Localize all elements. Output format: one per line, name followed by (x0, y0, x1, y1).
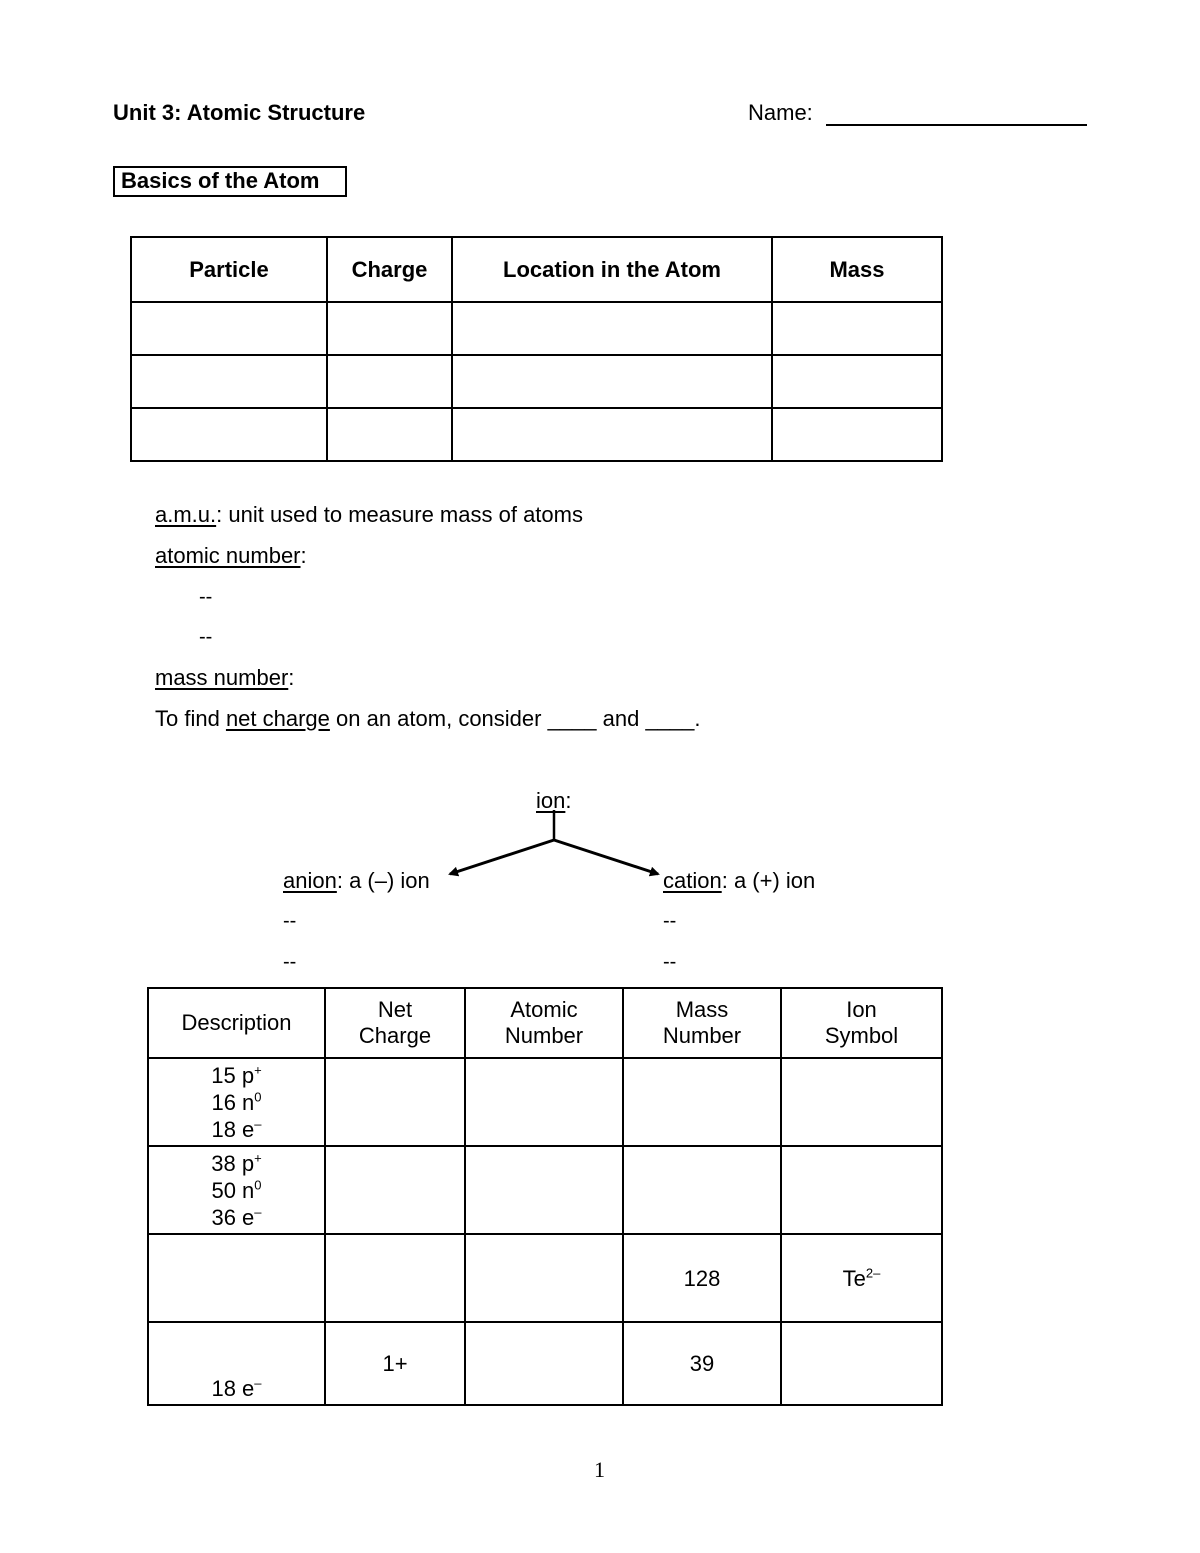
ion-symbol-charge: 2– (865, 1265, 881, 1281)
neutron-count (149, 1089, 324, 1116)
answer-cell[interactable] (325, 1058, 465, 1146)
answer-cell[interactable] (781, 1322, 942, 1405)
answer-cell[interactable] (623, 1058, 781, 1146)
table-row (148, 1058, 942, 1146)
header-ion-symbol: Ion Symbol (781, 988, 942, 1058)
electron-count (149, 1116, 324, 1143)
header-particle: Particle (131, 237, 327, 302)
answer-cell[interactable] (452, 408, 772, 461)
electron-text: 18 e (211, 1116, 255, 1142)
table-row (131, 408, 942, 461)
net-charge-value: 1+ (325, 1322, 465, 1405)
net-charge-prefix: To find (155, 706, 226, 731)
anion-dash-2: -- (283, 951, 297, 973)
atomic-number-dash-2: -- (199, 626, 213, 648)
answer-cell[interactable] (772, 408, 942, 461)
answer-cell[interactable] (465, 1146, 623, 1234)
description-cell (148, 1322, 325, 1405)
answer-cell[interactable] (781, 1146, 942, 1234)
cation-definition: : a (+) ion (721, 868, 816, 893)
table-header-row (131, 237, 942, 302)
description-cell (148, 1146, 325, 1234)
neutron-count (149, 1177, 324, 1204)
answer-cell[interactable] (325, 1234, 465, 1322)
header-atomic-number: Atomic Number (465, 988, 623, 1058)
mass-number-note (155, 665, 294, 691)
amu-term: a.m.u. (155, 502, 217, 527)
neutron-charge: 0 (254, 1089, 262, 1105)
ion-table (147, 987, 943, 1406)
ion-term: ion (536, 788, 566, 813)
proton-count (149, 1062, 324, 1089)
header-location: Location in the Atom (452, 237, 772, 302)
table-row (131, 302, 942, 355)
colon: : (288, 665, 295, 690)
ion-symbol-value (781, 1234, 942, 1322)
electron-text: 18 e (211, 1376, 255, 1401)
table-row (148, 1322, 942, 1405)
answer-cell[interactable] (452, 302, 772, 355)
answer-cell[interactable] (131, 408, 327, 461)
answer-cell[interactable] (452, 355, 772, 408)
answer-cell[interactable] (465, 1058, 623, 1146)
proton-charge: + (254, 1150, 262, 1166)
answer-cell[interactable] (131, 302, 327, 355)
net-charge-term: net charge (225, 706, 330, 731)
amu-note (155, 502, 583, 528)
section-heading: Basics of the Atom (113, 166, 347, 197)
proton-text: 38 p (211, 1150, 255, 1176)
anion-definition: : a (–) ion (336, 868, 430, 893)
answer-cell[interactable] (327, 302, 452, 355)
neutron-text: 50 n (211, 1177, 255, 1203)
mass-number-value: 128 (623, 1234, 781, 1322)
colon: : (565, 788, 572, 813)
electron-count (149, 1204, 324, 1231)
answer-cell[interactable] (327, 355, 452, 408)
table-row (148, 1146, 942, 1234)
mass-number-value: 39 (623, 1322, 781, 1405)
answer-cell[interactable] (325, 1146, 465, 1234)
ion-branch-arrows (440, 810, 670, 882)
answer-cell[interactable] (623, 1146, 781, 1234)
anion-dash-1: -- (283, 910, 297, 932)
proton-text: 15 p (211, 1062, 255, 1088)
description-cell (148, 1058, 325, 1146)
answer-cell[interactable] (465, 1322, 623, 1405)
colon: : (300, 543, 307, 568)
anion-arrow (450, 840, 554, 874)
atomic-number-term: atomic number (155, 543, 301, 568)
electron-charge: – (254, 1116, 262, 1132)
anion-term: anion (283, 868, 337, 893)
net-charge-note (155, 706, 701, 732)
table-row (131, 355, 942, 408)
table-row (148, 1234, 942, 1322)
answer-cell[interactable] (772, 355, 942, 408)
answer-cell[interactable] (465, 1234, 623, 1322)
atomic-number-note (155, 543, 307, 569)
cation-term: cation (663, 868, 722, 893)
ion-symbol-text: Te (842, 1265, 866, 1291)
cation-dash-1: -- (663, 910, 677, 932)
neutron-text: 16 n (211, 1089, 255, 1115)
cation-arrow (554, 840, 658, 874)
header-mass: Mass (772, 237, 942, 302)
header-charge: Charge (327, 237, 452, 302)
electron-charge: – (254, 1375, 262, 1391)
proton-count (149, 1150, 324, 1177)
answer-cell[interactable] (772, 302, 942, 355)
page-title: Unit 3: Atomic Structure (113, 100, 366, 125)
name-label: Name: (748, 100, 813, 125)
name-field-line[interactable] (826, 124, 1087, 126)
anion-label (283, 868, 430, 894)
atomic-number-dash-1: -- (199, 586, 213, 608)
header-mass-number: Mass Number (623, 988, 781, 1058)
amu-definition: : unit used to measure mass of atoms (216, 502, 583, 527)
answer-cell[interactable] (327, 408, 452, 461)
header-net-charge: Net Charge (325, 988, 465, 1058)
neutron-charge: 0 (254, 1177, 262, 1193)
mass-number-term: mass number (155, 665, 289, 690)
net-charge-suffix: on an atom, consider ____ and ____. (329, 706, 701, 731)
electron-text: 36 e (211, 1204, 255, 1230)
cation-dash-2: -- (663, 951, 677, 973)
table-header-row (148, 988, 942, 1058)
answer-cell[interactable] (148, 1234, 325, 1322)
answer-cell[interactable] (781, 1058, 942, 1146)
electron-charge: – (254, 1204, 262, 1220)
header-description: Description (148, 988, 325, 1058)
proton-charge: + (254, 1062, 262, 1078)
page-number: 1 (594, 1457, 605, 1482)
cation-label (663, 868, 815, 894)
answer-cell[interactable] (131, 355, 327, 408)
particle-table (130, 236, 943, 462)
